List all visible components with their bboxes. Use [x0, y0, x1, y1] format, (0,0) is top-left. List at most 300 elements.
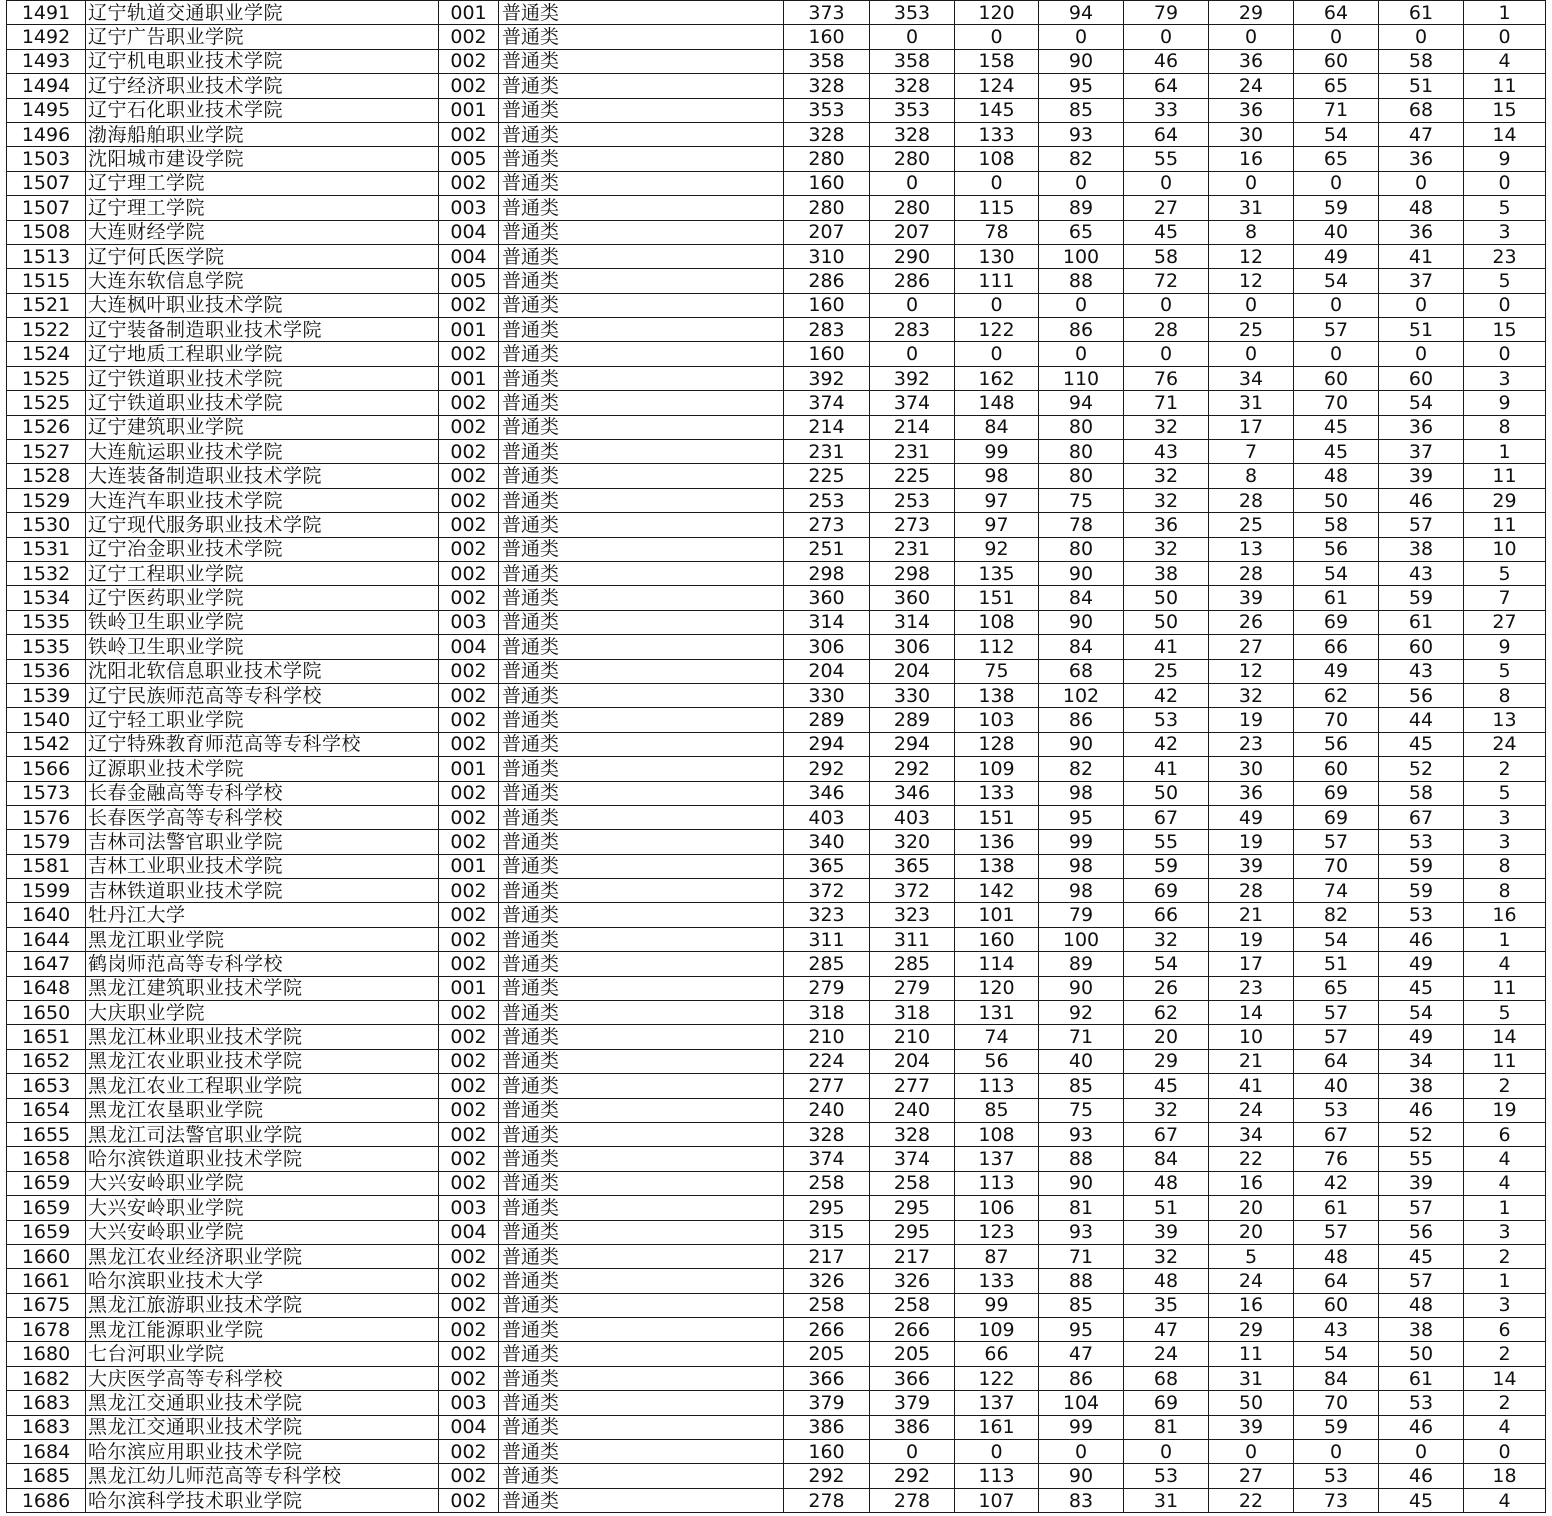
- major-group-cell: 002: [439, 1049, 499, 1073]
- score-cell: 10: [1209, 1025, 1294, 1049]
- score-cell: 49: [1379, 1025, 1464, 1049]
- score-cell: 71: [1294, 98, 1379, 122]
- score-cell: 277: [784, 1074, 870, 1098]
- score-cell: 27: [1124, 196, 1209, 220]
- score-cell: 32: [1124, 488, 1209, 512]
- category-cell: 普通类: [499, 1, 784, 25]
- score-cell: 47: [1039, 1342, 1124, 1366]
- school-name-cell: 辽宁医药职业学院: [86, 586, 439, 610]
- table-row: [7, 220, 1546, 244]
- table-row: [7, 732, 1546, 756]
- major-group-cell: 002: [439, 488, 499, 512]
- school-name-cell: 辽宁理工学院: [86, 196, 439, 220]
- score-cell: 39: [1209, 854, 1294, 878]
- score-cell: 75: [1039, 1098, 1124, 1122]
- score-cell: 53: [1379, 1391, 1464, 1415]
- score-cell: 130: [955, 244, 1039, 268]
- score-cell: 100: [1039, 244, 1124, 268]
- score-cell: 295: [870, 1220, 955, 1244]
- school-code-cell: 1539: [7, 683, 86, 707]
- school-code-cell: 1530: [7, 513, 86, 537]
- score-cell: 78: [955, 220, 1039, 244]
- school-code-cell: 1573: [7, 781, 86, 805]
- major-group-cell: 005: [439, 147, 499, 171]
- score-cell: 278: [784, 1488, 870, 1512]
- score-cell: 326: [870, 1269, 955, 1293]
- score-cell: 70: [1294, 708, 1379, 732]
- score-cell: 99: [955, 440, 1039, 464]
- school-name-cell: 大庆职业学院: [86, 1001, 439, 1025]
- category-cell: 普通类: [499, 1366, 784, 1390]
- score-cell: 372: [784, 879, 870, 903]
- score-cell: 54: [1294, 1342, 1379, 1366]
- category-cell: 普通类: [499, 318, 784, 342]
- school-name-cell: 黑龙江林业职业技术学院: [86, 1025, 439, 1049]
- score-cell: 392: [870, 366, 955, 390]
- score-cell: 68: [1039, 659, 1124, 683]
- school-name-cell: 辽源职业技术学院: [86, 757, 439, 781]
- score-cell: 122: [955, 318, 1039, 342]
- score-cell: 360: [784, 586, 870, 610]
- school-code-cell: 1579: [7, 830, 86, 854]
- score-cell: 90: [1039, 732, 1124, 756]
- category-cell: 普通类: [499, 1269, 784, 1293]
- score-cell: 372: [870, 879, 955, 903]
- school-code-cell: 1503: [7, 147, 86, 171]
- score-cell: 4: [1464, 952, 1546, 976]
- score-cell: 46: [1379, 1464, 1464, 1488]
- score-cell: 46: [1379, 488, 1464, 512]
- score-cell: 328: [784, 1122, 870, 1146]
- score-cell: 104: [1039, 1391, 1124, 1415]
- school-name-cell: 辽宁轻工职业学院: [86, 708, 439, 732]
- category-cell: 普通类: [499, 98, 784, 122]
- score-cell: 292: [784, 1464, 870, 1488]
- score-cell: 53: [1379, 830, 1464, 854]
- score-cell: 292: [870, 1464, 955, 1488]
- score-cell: 61: [1294, 586, 1379, 610]
- major-group-cell: 002: [439, 440, 499, 464]
- school-code-cell: 1493: [7, 49, 86, 73]
- school-code-cell: 1540: [7, 708, 86, 732]
- score-cell: 23: [1209, 976, 1294, 1000]
- score-cell: 87: [955, 1244, 1039, 1268]
- score-cell: 70: [1294, 1391, 1379, 1415]
- score-cell: 160: [784, 293, 870, 317]
- score-cell: 258: [784, 1293, 870, 1317]
- score-cell: 353: [784, 98, 870, 122]
- score-cell: 57: [1379, 1196, 1464, 1220]
- score-cell: 55: [1124, 830, 1209, 854]
- score-cell: 95: [1039, 805, 1124, 829]
- school-name-cell: 黑龙江农业职业技术学院: [86, 1049, 439, 1073]
- score-cell: 31: [1209, 196, 1294, 220]
- score-cell: 54: [1379, 391, 1464, 415]
- category-cell: 普通类: [499, 171, 784, 195]
- school-code-cell: 1496: [7, 122, 86, 146]
- score-cell: 403: [870, 805, 955, 829]
- score-cell: 0: [1464, 293, 1546, 317]
- table-row: [7, 440, 1546, 464]
- major-group-cell: 002: [439, 1318, 499, 1342]
- table-row: [7, 1342, 1546, 1366]
- score-cell: 88: [1039, 1269, 1124, 1293]
- score-cell: 109: [955, 1318, 1039, 1342]
- school-code-cell: 1652: [7, 1049, 86, 1073]
- score-cell: 49: [1379, 952, 1464, 976]
- score-cell: 68: [1124, 1366, 1209, 1390]
- school-code-cell: 1648: [7, 976, 86, 1000]
- score-cell: 81: [1124, 1415, 1209, 1439]
- score-cell: 374: [784, 1147, 870, 1171]
- score-cell: 52: [1379, 1122, 1464, 1146]
- score-cell: 15: [1464, 318, 1546, 342]
- category-cell: 普通类: [499, 269, 784, 293]
- score-cell: 43: [1379, 561, 1464, 585]
- score-cell: 93: [1039, 1122, 1124, 1146]
- score-cell: 224: [784, 1049, 870, 1073]
- major-group-cell: 002: [439, 1488, 499, 1512]
- score-cell: 51: [1379, 318, 1464, 342]
- score-cell: 9: [1464, 391, 1546, 415]
- score-cell: 292: [784, 757, 870, 781]
- score-cell: 61: [1379, 610, 1464, 634]
- score-cell: 61: [1294, 1196, 1379, 1220]
- score-cell: 115: [955, 196, 1039, 220]
- score-cell: 50: [1124, 781, 1209, 805]
- score-cell: 3: [1464, 830, 1546, 854]
- table-row: [7, 1464, 1546, 1488]
- category-cell: 普通类: [499, 1318, 784, 1342]
- score-cell: 318: [784, 1001, 870, 1025]
- major-group-cell: 002: [439, 659, 499, 683]
- score-cell: 0: [1379, 293, 1464, 317]
- score-cell: 403: [784, 805, 870, 829]
- major-group-cell: 002: [439, 1171, 499, 1195]
- score-cell: 106: [955, 1196, 1039, 1220]
- major-group-cell: 002: [439, 1025, 499, 1049]
- score-cell: 34: [1379, 1049, 1464, 1073]
- score-cell: 285: [870, 952, 955, 976]
- score-cell: 131: [955, 1001, 1039, 1025]
- major-group-cell: 001: [439, 98, 499, 122]
- score-cell: 59: [1294, 196, 1379, 220]
- score-cell: 1: [1464, 1, 1546, 25]
- table-row: [7, 610, 1546, 634]
- score-cell: 88: [1039, 1147, 1124, 1171]
- score-cell: 13: [1209, 537, 1294, 561]
- score-cell: 84: [1039, 586, 1124, 610]
- score-cell: 51: [1294, 952, 1379, 976]
- category-cell: 普通类: [499, 732, 784, 756]
- table-row: [7, 1171, 1546, 1195]
- category-cell: 普通类: [499, 610, 784, 634]
- score-cell: 45: [1379, 1488, 1464, 1512]
- score-cell: 1: [1464, 927, 1546, 951]
- school-code-cell: 1685: [7, 1464, 86, 1488]
- table-row: [7, 269, 1546, 293]
- score-cell: 258: [870, 1171, 955, 1195]
- score-cell: 45: [1294, 440, 1379, 464]
- score-cell: 2: [1464, 1074, 1546, 1098]
- score-cell: 32: [1124, 927, 1209, 951]
- category-cell: 普通类: [499, 976, 784, 1000]
- score-cell: 266: [870, 1318, 955, 1342]
- score-cell: 0: [1039, 171, 1124, 195]
- major-group-cell: 002: [439, 1098, 499, 1122]
- score-cell: 160: [784, 1440, 870, 1464]
- category-cell: 普通类: [499, 537, 784, 561]
- score-cell: 217: [784, 1244, 870, 1268]
- score-cell: 207: [870, 220, 955, 244]
- score-cell: 365: [784, 854, 870, 878]
- category-cell: 普通类: [499, 805, 784, 829]
- score-cell: 57: [1294, 318, 1379, 342]
- score-cell: 103: [955, 708, 1039, 732]
- score-cell: 266: [784, 1318, 870, 1342]
- major-group-cell: 004: [439, 1220, 499, 1244]
- score-cell: 36: [1209, 781, 1294, 805]
- score-cell: 99: [1039, 1415, 1124, 1439]
- school-code-cell: 1507: [7, 196, 86, 220]
- score-cell: 0: [870, 342, 955, 366]
- score-cell: 88: [1039, 269, 1124, 293]
- score-cell: 113: [955, 1464, 1039, 1488]
- score-cell: 20: [1124, 1025, 1209, 1049]
- major-group-cell: 002: [439, 74, 499, 98]
- score-cell: 278: [870, 1488, 955, 1512]
- school-name-cell: 哈尔滨职业技术大学: [86, 1269, 439, 1293]
- score-cell: 280: [870, 196, 955, 220]
- score-cell: 11: [1464, 976, 1546, 1000]
- score-cell: 60: [1294, 757, 1379, 781]
- score-cell: 100: [1039, 927, 1124, 951]
- table-row: [7, 854, 1546, 878]
- score-cell: 109: [955, 757, 1039, 781]
- score-cell: 136: [955, 830, 1039, 854]
- score-cell: 36: [1124, 513, 1209, 537]
- score-cell: 108: [955, 610, 1039, 634]
- school-code-cell: 1492: [7, 25, 86, 49]
- score-cell: 38: [1379, 1318, 1464, 1342]
- score-cell: 306: [784, 635, 870, 659]
- table-row: [7, 903, 1546, 927]
- score-cell: 29: [1209, 1, 1294, 25]
- major-group-cell: 004: [439, 635, 499, 659]
- score-cell: 98: [1039, 781, 1124, 805]
- score-cell: 85: [955, 1098, 1039, 1122]
- school-code-cell: 1682: [7, 1366, 86, 1390]
- score-cell: 55: [1379, 1147, 1464, 1171]
- table-row: [7, 708, 1546, 732]
- school-code-cell: 1528: [7, 464, 86, 488]
- score-cell: 53: [1294, 1098, 1379, 1122]
- score-cell: 64: [1294, 1, 1379, 25]
- table-row: [7, 1, 1546, 25]
- score-cell: 0: [1039, 1440, 1124, 1464]
- score-cell: 151: [955, 586, 1039, 610]
- school-name-cell: 黑龙江旅游职业技术学院: [86, 1293, 439, 1317]
- score-cell: 72: [1124, 269, 1209, 293]
- score-cell: 280: [784, 196, 870, 220]
- score-cell: 6: [1464, 1122, 1546, 1146]
- score-cell: 4: [1464, 1488, 1546, 1512]
- category-cell: 普通类: [499, 1293, 784, 1317]
- school-name-cell: 辽宁地质工程职业学院: [86, 342, 439, 366]
- category-cell: 普通类: [499, 1074, 784, 1098]
- score-cell: 46: [1379, 927, 1464, 951]
- score-cell: 366: [870, 1366, 955, 1390]
- category-cell: 普通类: [499, 927, 784, 951]
- score-cell: 86: [1039, 318, 1124, 342]
- category-cell: 普通类: [499, 464, 784, 488]
- major-group-cell: 002: [439, 708, 499, 732]
- score-cell: 95: [1039, 74, 1124, 98]
- major-group-cell: 002: [439, 586, 499, 610]
- category-cell: 普通类: [499, 25, 784, 49]
- score-cell: 328: [784, 122, 870, 146]
- score-cell: 0: [1124, 1440, 1209, 1464]
- score-cell: 2: [1464, 757, 1546, 781]
- score-cell: 29: [1124, 1049, 1209, 1073]
- score-cell: 67: [1379, 805, 1464, 829]
- score-cell: 330: [784, 683, 870, 707]
- score-cell: 0: [955, 293, 1039, 317]
- table-row: [7, 1244, 1546, 1268]
- score-cell: 64: [1124, 74, 1209, 98]
- table-row: [7, 98, 1546, 122]
- school-name-cell: 黑龙江建筑职业技术学院: [86, 976, 439, 1000]
- category-cell: 普通类: [499, 1391, 784, 1415]
- score-cell: 0: [1039, 293, 1124, 317]
- score-cell: 4: [1464, 1171, 1546, 1195]
- school-name-cell: 哈尔滨应用职业技术学院: [86, 1440, 439, 1464]
- score-cell: 295: [870, 1196, 955, 1220]
- score-cell: 214: [870, 415, 955, 439]
- score-cell: 44: [1379, 708, 1464, 732]
- score-cell: 133: [955, 122, 1039, 146]
- score-cell: 57: [1379, 1269, 1464, 1293]
- score-cell: 0: [1464, 1440, 1546, 1464]
- score-cell: 0: [1379, 171, 1464, 195]
- category-cell: 普通类: [499, 952, 784, 976]
- score-cell: 98: [1039, 854, 1124, 878]
- school-code-cell: 1680: [7, 1342, 86, 1366]
- score-cell: 0: [1209, 293, 1294, 317]
- score-cell: 34: [1209, 1122, 1294, 1146]
- school-name-cell: 大兴安岭职业学院: [86, 1220, 439, 1244]
- score-cell: 310: [784, 244, 870, 268]
- score-cell: 45: [1124, 220, 1209, 244]
- score-cell: 31: [1124, 1488, 1209, 1512]
- score-cell: 27: [1209, 1464, 1294, 1488]
- score-cell: 113: [955, 1074, 1039, 1098]
- score-cell: 360: [870, 586, 955, 610]
- score-cell: 328: [870, 122, 955, 146]
- score-cell: 3: [1464, 1293, 1546, 1317]
- score-cell: 45: [1294, 415, 1379, 439]
- school-code-cell: 1542: [7, 732, 86, 756]
- score-cell: 53: [1124, 708, 1209, 732]
- score-cell: 161: [955, 1415, 1039, 1439]
- major-group-cell: 002: [439, 879, 499, 903]
- score-cell: 0: [1209, 342, 1294, 366]
- school-name-cell: 大连财经学院: [86, 220, 439, 244]
- score-cell: 29: [1209, 1318, 1294, 1342]
- major-group-cell: 002: [439, 25, 499, 49]
- score-cell: 48: [1294, 464, 1379, 488]
- score-cell: 50: [1294, 488, 1379, 512]
- score-cell: 58: [1124, 244, 1209, 268]
- table-row: [7, 513, 1546, 537]
- score-cell: 273: [870, 513, 955, 537]
- score-cell: 53: [1379, 903, 1464, 927]
- score-cell: 54: [1294, 122, 1379, 146]
- score-cell: 64: [1294, 1269, 1379, 1293]
- score-cell: 160: [955, 927, 1039, 951]
- table-row: [7, 1098, 1546, 1122]
- score-cell: 5: [1464, 561, 1546, 585]
- score-cell: 330: [870, 683, 955, 707]
- score-cell: 7: [1209, 440, 1294, 464]
- score-cell: 65: [1294, 147, 1379, 171]
- school-name-cell: 大兴安岭职业学院: [86, 1171, 439, 1195]
- category-cell: 普通类: [499, 513, 784, 537]
- table-row: [7, 1415, 1546, 1439]
- school-code-cell: 1651: [7, 1025, 86, 1049]
- table-row: [7, 537, 1546, 561]
- score-cell: 69: [1124, 879, 1209, 903]
- school-name-cell: 黑龙江能源职业学院: [86, 1318, 439, 1342]
- score-cell: 57: [1294, 1001, 1379, 1025]
- table-row: [7, 976, 1546, 1000]
- score-cell: 280: [870, 147, 955, 171]
- score-cell: 66: [1124, 903, 1209, 927]
- score-cell: 36: [1209, 49, 1294, 73]
- score-cell: 75: [955, 659, 1039, 683]
- table-row: [7, 196, 1546, 220]
- score-cell: 122: [955, 1366, 1039, 1390]
- category-cell: 普通类: [499, 879, 784, 903]
- table-row: [7, 391, 1546, 415]
- score-cell: 0: [1464, 25, 1546, 49]
- school-code-cell: 1566: [7, 757, 86, 781]
- major-group-cell: 002: [439, 952, 499, 976]
- table-row: [7, 1025, 1546, 1049]
- score-cell: 56: [1294, 537, 1379, 561]
- score-cell: 323: [870, 903, 955, 927]
- score-cell: 128: [955, 732, 1039, 756]
- score-cell: 217: [870, 1244, 955, 1268]
- score-cell: 32: [1124, 1244, 1209, 1268]
- school-code-cell: 1658: [7, 1147, 86, 1171]
- score-cell: 14: [1464, 1025, 1546, 1049]
- score-cell: 79: [1124, 1, 1209, 25]
- score-cell: 49: [1209, 805, 1294, 829]
- score-cell: 74: [955, 1025, 1039, 1049]
- category-cell: 普通类: [499, 1464, 784, 1488]
- category-cell: 普通类: [499, 1147, 784, 1171]
- score-cell: 34: [1209, 366, 1294, 390]
- score-cell: 57: [1294, 1220, 1379, 1244]
- major-group-cell: 002: [439, 561, 499, 585]
- score-cell: 0: [1464, 342, 1546, 366]
- score-cell: 5: [1464, 659, 1546, 683]
- score-cell: 70: [1294, 391, 1379, 415]
- table-row: [7, 1220, 1546, 1244]
- school-name-cell: 吉林工业职业技术学院: [86, 854, 439, 878]
- score-cell: 8: [1464, 415, 1546, 439]
